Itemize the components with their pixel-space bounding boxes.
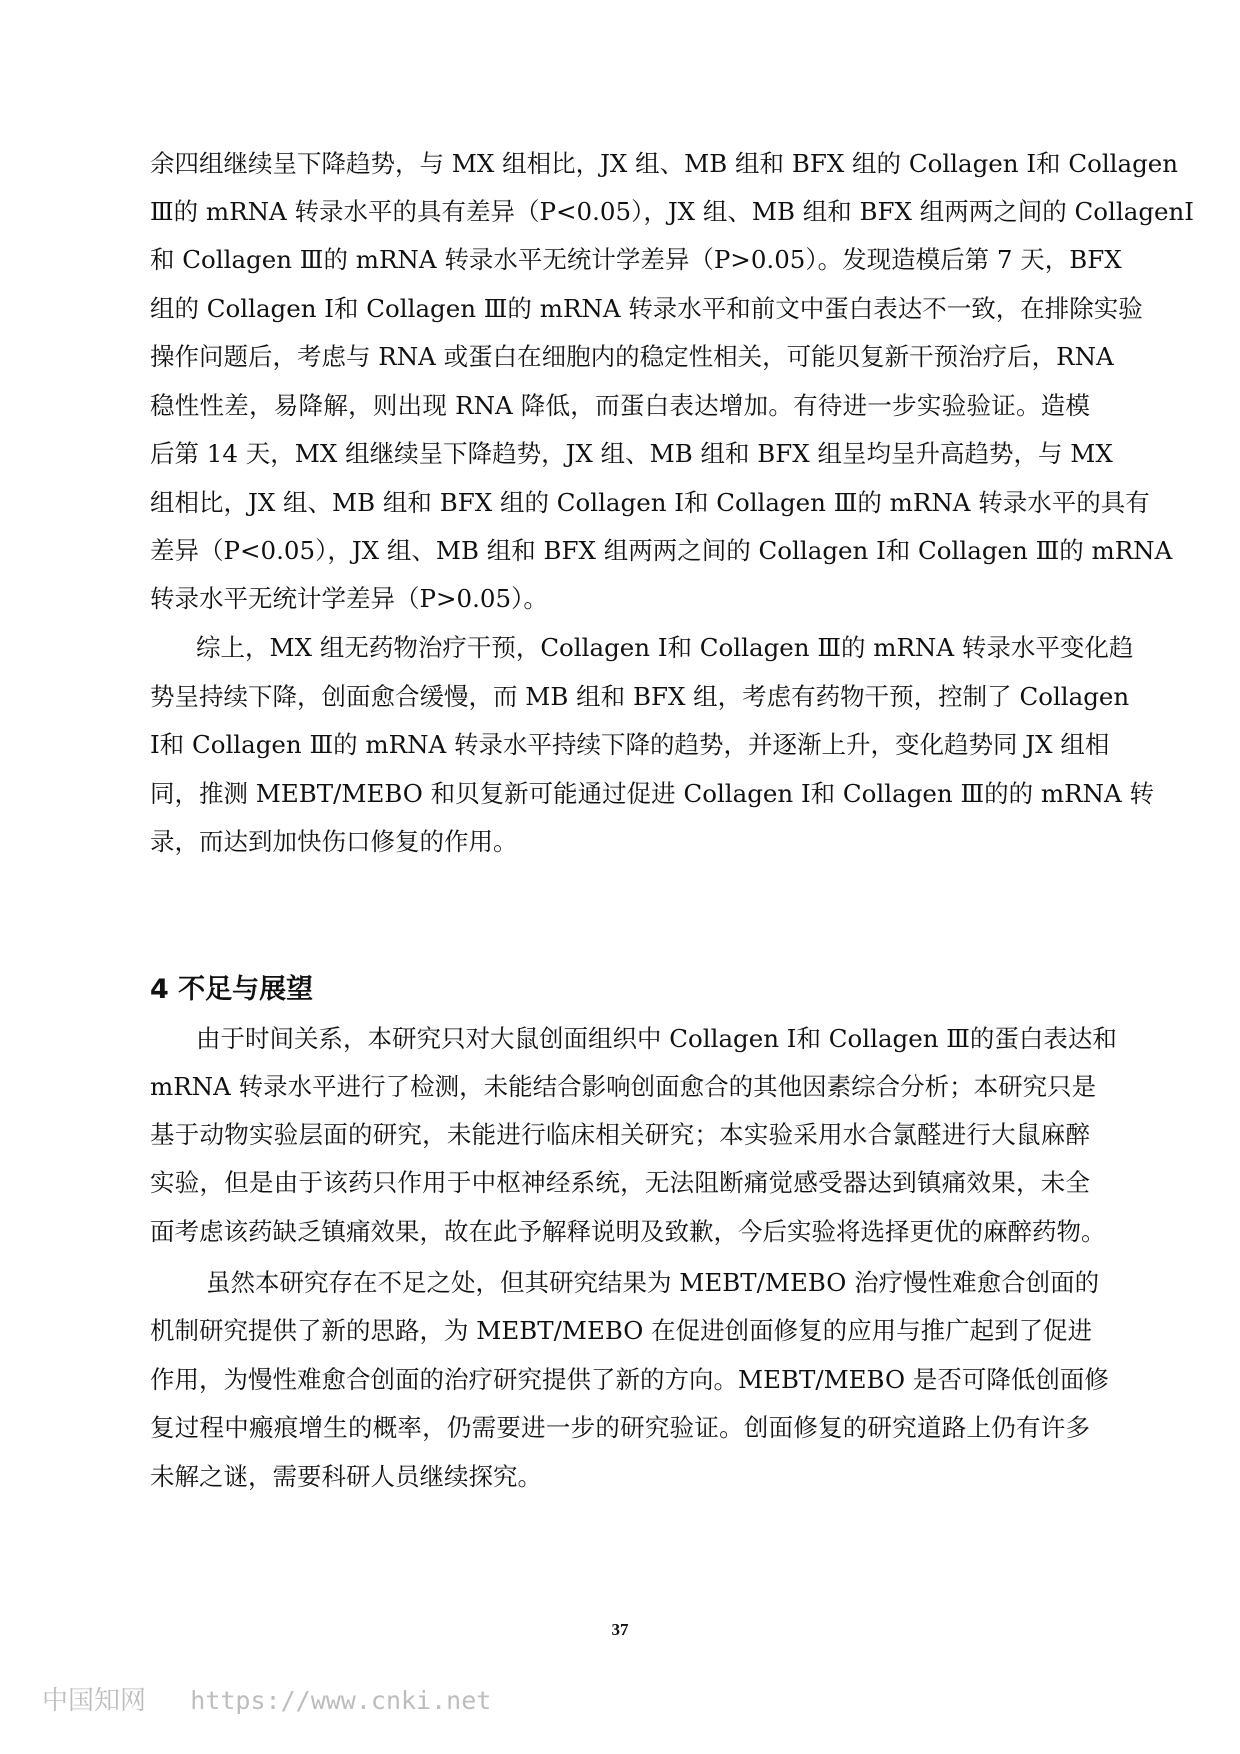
paragraph-4-line: 机制研究提供了新的思路，为 MEBT/MEBO 在促进创面修复的应用与推广起到了促进 bbox=[150, 1316, 1093, 1345]
watermark-url: https://www.cnki.net bbox=[190, 1686, 492, 1715]
paragraph-1-line: 转录水平无统计学差异（P>0.05）。 bbox=[150, 584, 548, 613]
page-number: 37 bbox=[611, 1620, 629, 1639]
watermark-logo-text: 中国知网 bbox=[42, 1686, 147, 1716]
paragraph-1-line: 组相比，JX 组、MB 组和 BFX 组的 Collagen Ⅰ和 Collagen Ⅲ的 mRNA 转录水平的具有 bbox=[150, 488, 1150, 517]
paragraph-4-line: 复过程中瘢痕增生的概率，仍需要进一步的研究验证。创面修复的研究道路上仍有许多 bbox=[150, 1413, 1090, 1442]
paragraph-4-line: 虽然本研究存在不足之处，但其研究结果为 MEBT/MEBO 治疗慢性难愈合创面的 bbox=[206, 1268, 1100, 1297]
paragraph-1-line: 余四组继续呈下降趋势，与 MX 组相比，JX 组、MB 组和 BFX 组的 Collagen Ⅰ和 Collagen bbox=[150, 149, 1179, 178]
paragraph-3-line: mRNA 转录水平进行了检测，未能结合影响创面愈合的其他因素综合分析；本研究只是 bbox=[150, 1072, 1097, 1101]
paragraph-1-line: 差异（P<0.05），JX 组、MB 组和 BFX 组两两之间的 Collagen Ⅰ和 Collagen Ⅲ的 mRNA bbox=[150, 536, 1173, 565]
paragraph-3-line: 由于时间关系，本研究只对大鼠创面组织中 Collagen Ⅰ和 Collagen Ⅲ的蛋白表达和 bbox=[196, 1024, 1117, 1053]
paragraph-1-line: 操作问题后，考虑与 RNA 或蛋白在细胞内的稳定性相关，可能贝复新干预治疗后，RNA bbox=[150, 342, 1114, 371]
section-heading: 4 不足与展望 bbox=[150, 974, 314, 1005]
paragraph-3-line: 面考虑该药缺乏镇痛效果，故在此予解释说明及致歉，今后实验将选择更优的麻醉药物。 bbox=[150, 1217, 1106, 1246]
paragraph-4-line: 未解之谜，需要科研人员继续探究。 bbox=[150, 1462, 542, 1491]
paragraph-2-line: 录，而达到加快伤口修复的作用。 bbox=[150, 827, 518, 856]
watermark-footer bbox=[42, 1680, 491, 1717]
paragraph-3-line: 基于动物实验层面的研究，未能进行临床相关研究；本实验采用水合氯醛进行大鼠麻醉 bbox=[150, 1120, 1090, 1149]
paragraph-1-line: 和 Collagen Ⅲ的 mRNA 转录水平无统计学差异（P>0.05）。发现造模后第 7 天，BFX bbox=[150, 245, 1122, 274]
paragraph-3-line: 实验，但是由于该药只作用于中枢神经系统，无法阻断痛觉感受器达到镇痛效果，未全 bbox=[150, 1168, 1090, 1197]
paragraph-1-line: Ⅲ的 mRNA 转录水平的具有差异（P<0.05），JX 组、MB 组和 BFX 组两两之间的 CollagenⅠ bbox=[150, 197, 1194, 226]
paragraph-4-line: 作用，为慢性难愈合创面的治疗研究提供了新的方向。MEBT/MEBO 是否可降低创面修 bbox=[150, 1365, 1109, 1394]
paragraph-2-line: Ⅰ和 Collagen Ⅲ的 mRNA 转录水平持续下降的趋势，并逐渐上升，变化趋势同 JX 组相 bbox=[150, 730, 1110, 759]
paragraph-2-line: 同，推测 MEBT/MEBO 和贝复新可能通过促进 Collagen Ⅰ和 Collagen Ⅲ的的 mRNA 转 bbox=[150, 779, 1154, 808]
paragraph-1-line: 稳性性差，易降解，则出现 RNA 降低，而蛋白表达增加。有待进一步实验验证。造模 bbox=[150, 391, 1090, 420]
paragraph-1-line: 组的 Collagen Ⅰ和 Collagen Ⅲ的 mRNA 转录水平和前文中蛋白表达不一致，在排除实验 bbox=[150, 294, 1143, 323]
paragraph-1-line: 后第 14 天，MX 组继续呈下降趋势，JX 组、MB 组和 BFX 组呈均呈升高趋势，与 MX bbox=[150, 439, 1113, 468]
paragraph-2-line: 综上，MX 组无药物治疗干预，Collagen Ⅰ和 Collagen Ⅲ的 mRNA 转录水平变化趋 bbox=[196, 633, 1134, 662]
paragraph-2-line: 势呈持续下降，创面愈合缓慢，而 MB 组和 BFX 组，考虑有药物干预，控制了 Collagen bbox=[150, 682, 1130, 711]
